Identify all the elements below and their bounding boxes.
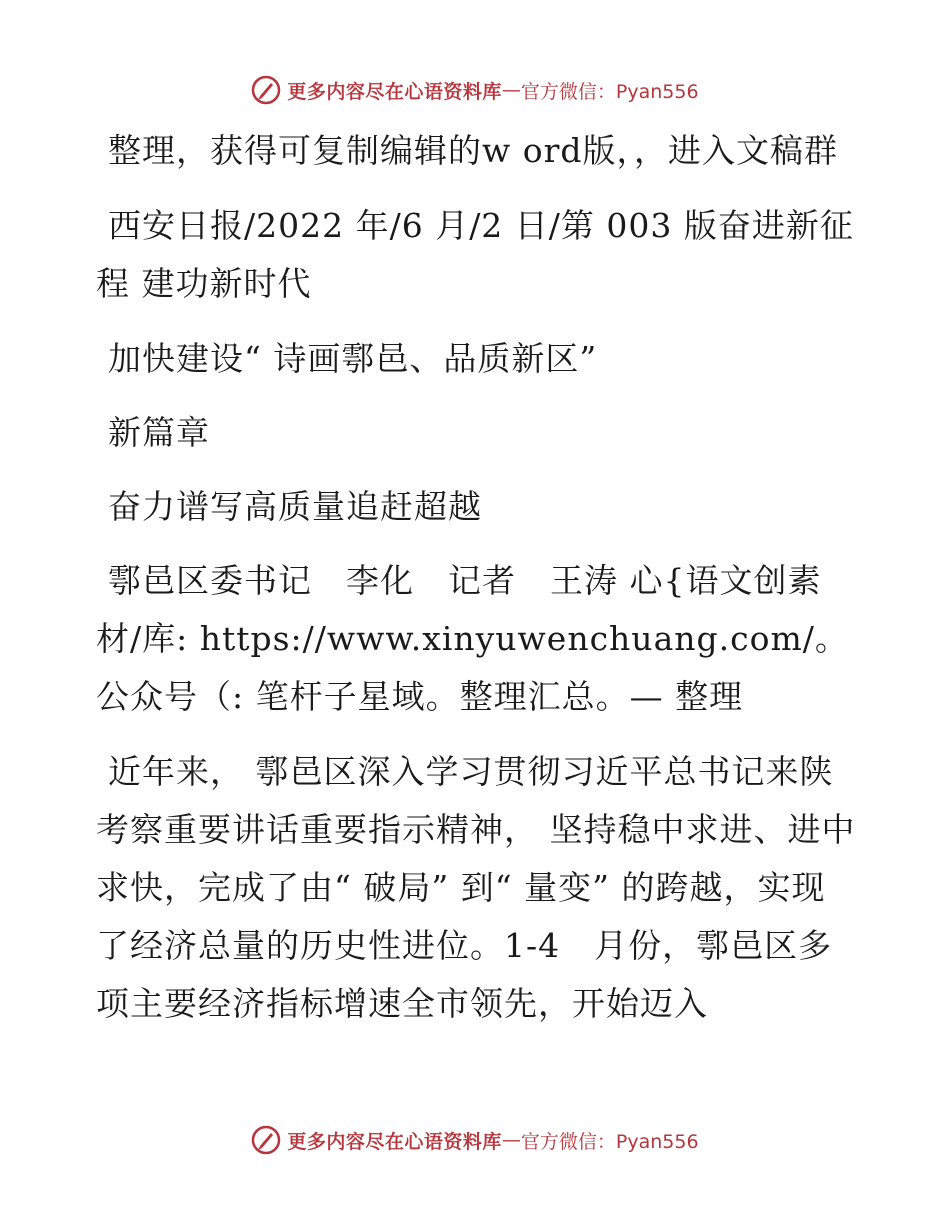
headline-line-3: 奋力谱写高质量追赶超越 xyxy=(108,487,482,526)
banner-separator: — xyxy=(501,79,521,101)
quill-logo-icon xyxy=(251,1125,281,1155)
paragraph-source: 西安日报/2022 年/6 月/2 日/第 003 版奋进新征程 建功新时代 xyxy=(96,206,854,303)
banner-contact: 官方微信：Pyan556 xyxy=(520,1130,699,1153)
paragraph-intro: 整理，获得可复制编辑的w ord版，，进入文稿群 xyxy=(108,131,839,170)
document-body xyxy=(96,122,856,1050)
banner-brand: 更多内容尽在心语资料库 xyxy=(287,80,502,103)
banner-contact: 官方微信：Pyan556 xyxy=(520,80,699,103)
headline-line-1: 加快建设“ 诗画鄠邑、品质新区” xyxy=(108,339,598,378)
headline-line-2: 新篇章 xyxy=(108,413,210,452)
paragraph-byline: 鄠邑区委书记 李化 记者 王涛 心{语文创素材/库: https://www.xinyuwenchuang.com/。公众号（: 笔杆子星域。整理汇总。— 整理 xyxy=(96,561,849,716)
header-banner xyxy=(0,70,950,110)
paragraph-body: 近年来， 鄠邑区深入学习贯彻习近平总书记来陕考察重要讲话重要指示精神， 坚持稳中求进、进中求快，完成了由“ 破局” 到“ 量变” 的跨越，实现了经济总量的历史性进位。1-4 月份，鄠邑区多项主要经济指标增速全市领先，开始迈入 xyxy=(96,752,856,1023)
banner-separator: — xyxy=(501,1129,521,1151)
quill-logo-icon xyxy=(251,75,281,105)
footer-banner xyxy=(0,1120,950,1160)
banner-brand: 更多内容尽在心语资料库 xyxy=(287,1130,502,1153)
